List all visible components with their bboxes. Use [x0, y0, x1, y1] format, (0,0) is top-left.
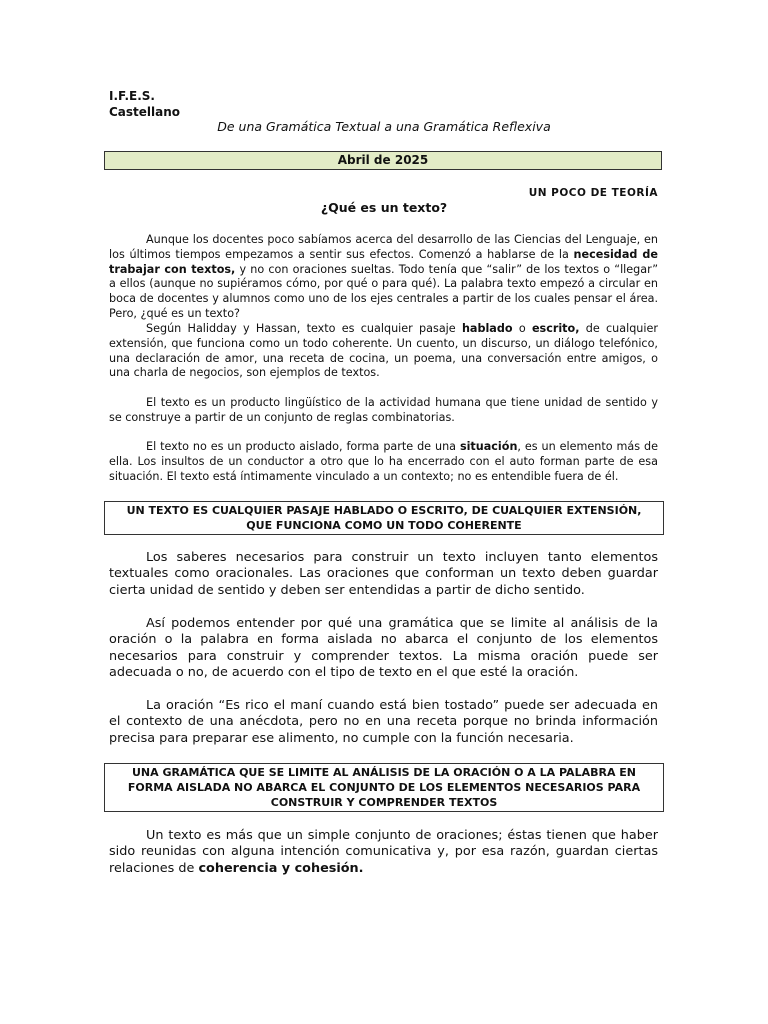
date-banner: Abril de 2025 — [104, 151, 662, 170]
paragraph-3: El texto es un producto lingüístico de la actividad humana que tiene unidad de sentido y se construye a partir de un conjunto de reglas combinatorias. — [109, 396, 658, 424]
paragraph-6: Así podemos entender por qué una gramática que se limite al análisis de la oración o la palabra en forma aislada no abarca el conjunto de los elementos necesarios para construir y comprender textos. La misma oración puede ser adecuada o no, de acuerdo con el tipo de texto en el que esté la oración. — [109, 616, 658, 681]
paragraph-5: Los saberes necesarios para construir un texto incluyen tanto elementos textuales como oracionales. Las oraciones que conforman un texto deben guardar cierta unidad de sentido y deben ser entendidas a partir de dicho sentido. — [109, 550, 658, 598]
paragraph-2: Según Halidday y Hassan, texto es cualquier pasaje hablado o escrito, de cualquier extensión, que funciona como un todo coherente. Un cuento, un discurso, un diálogo telefónico, una declaración de amor, una receta de cocina, un poema, una conversación entre amigos, o una charla de negocios, son ejemplos de textos. — [109, 322, 658, 380]
section-tag: UN POCO DE TEORÍA — [528, 187, 658, 199]
subject-name: Castellano — [109, 105, 181, 119]
grammar-box: UNA GRAMÁTICA QUE SE LIMITE AL ANÁLISIS DE LA ORACIÓN O A LA PALABRA EN FORMA AISLADA NO ABARCA EL CONJUNTO DE LOS ELEMENTOS NECESARIOS PARA CONSTRUIR Y COMPRENDER TEXTOS — [104, 763, 664, 812]
paragraph-8: Un texto es más que un simple conjunto de oraciones; éstas tienen que haber sido reunidas con alguna intención comunicativa y, por esa razón, guardan ciertas relaciones de coherencia y cohesión. — [109, 828, 658, 876]
institution-name: I.F.E.S. — [109, 89, 155, 103]
paragraph-7: La oración “Es rico el maní cuando está bien tostado” puede ser adecuada en el contexto de una anécdota, pero no en una receta porque no brinda información precisa para preparar ese alimento, no cumple con la función necesaria. — [109, 698, 658, 746]
section-question: ¿Qué es un texto? — [320, 200, 448, 215]
definition-box: UN TEXTO ES CUALQUIER PASAJE HABLADO O ESCRITO, DE CUALQUIER EXTENSIÓN, QUE FUNCIONA COMO UN TODO COHERENTE — [104, 501, 664, 535]
document-subtitle: De una Gramática Textual a una Gramática Reflexiva — [217, 119, 551, 134]
paragraph-4: El texto no es un producto aislado, forma parte de una situación, es un elemento más de ella. Los insultos de un conductor a otro que lo ha encerrado con el auto forman parte de esa situación. El texto está íntimamente vinculado a un contexto; no es entendible fuera de él. — [109, 440, 658, 483]
paragraph-1: Aunque los docentes poco sabíamos acerca del desarrollo de las Ciencias del Lenguaje, en los últimos tiempos empezamos a sentir sus efectos. Comenzó a hablarse de la necesidad de trabajar con textos, y no con oraciones sueltas. Todo tenía que “salir” de los textos o “llegar” a ellos (aunque no supiéramos cómo, por qué o para qué). La palabra texto empezó a circular en boca de docentes y alumnos como uno de los ejes centrales a partir de los cuales pensar el área. Pero, ¿qué es un texto? — [109, 233, 659, 320]
